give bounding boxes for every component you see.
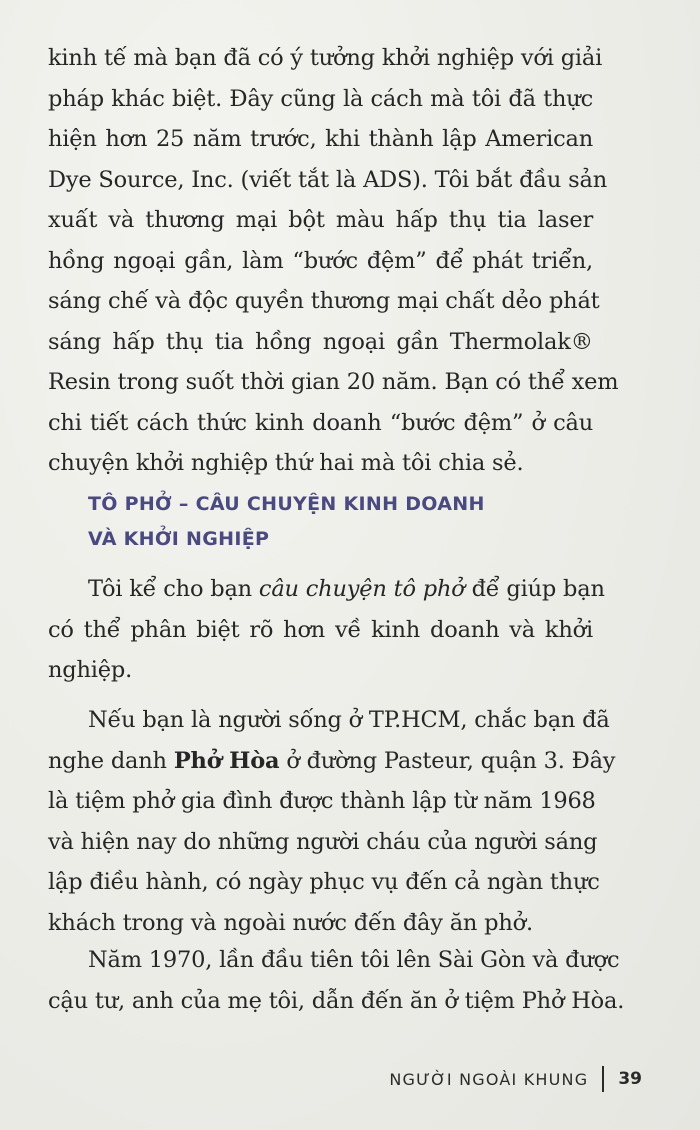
text-run: Tôi kể cho bạn xyxy=(88,576,259,602)
text-line: Nếu bạn là người sống ở TP.HCM, chắc bạn đã xyxy=(88,707,610,733)
text-line: có thể phân biệt rõ hơn về kinh doanh và khởi xyxy=(48,616,593,643)
paragraph-intro-pho-story xyxy=(48,569,605,691)
bold-phrase: Phở Hòa xyxy=(173,747,280,774)
text-run: để giúp bạn xyxy=(464,576,605,602)
italic-phrase: câu chuyện tô phở xyxy=(258,576,465,602)
text-line: sáng hấp thụ tia hồng ngoại gần Thermolak® xyxy=(48,328,593,355)
text-line: hiện hơn 25 năm trước, khi thành lập American xyxy=(48,126,593,152)
text-line: hồng ngoại gần, làm “bước đệm” để phát triển, xyxy=(48,247,593,274)
text-line: Resin trong suốt thời gian 20 năm. Bạn có thể xem xyxy=(48,369,619,395)
text-line: cậu tư, anh của mẹ tôi, dẫn đến ăn ở tiệm Phở Hòa. xyxy=(48,987,625,1014)
text-run: nghe danh xyxy=(48,747,174,774)
heading-line: VÀ KHỞI NGHIỆP xyxy=(88,528,270,550)
text-line: pháp khác biệt. Đây cũng là cách mà tôi đã thực xyxy=(48,85,593,112)
text-line: xuất và thương mại bột màu hấp thụ tia laser xyxy=(48,207,593,233)
text-line xyxy=(48,741,616,782)
heading-line: TÔ PHỞ – CÂU CHUYỆN KINH DOANH xyxy=(88,493,485,515)
text-line: khách trong và ngoài nước đến đây ăn phở. xyxy=(48,909,533,936)
text-line: là tiệm phở gia đình được thành lập từ năm 1968 xyxy=(48,788,596,814)
paragraph-1970 xyxy=(48,940,625,1021)
page-footer xyxy=(389,1066,642,1092)
text-line: Năm 1970, lần đầu tiên tôi lên Sài Gòn và được xyxy=(88,947,620,973)
footer-separator xyxy=(602,1066,604,1092)
paragraph-ads-story xyxy=(48,38,619,484)
running-title: NGƯỜI NGOÀI KHUNG xyxy=(389,1069,589,1089)
text-line: kinh tế mà bạn đã có ý tưởng khởi nghiệp với giải xyxy=(48,45,603,71)
text-line: lập điều hành, có ngày phục vụ đến cả ngàn thực xyxy=(48,869,600,895)
text-line: sáng chế và độc quyền thương mại chất dẻo phát xyxy=(48,288,600,314)
text-line: chi tiết cách thức kinh doanh “bước đệm” ở câu xyxy=(48,409,593,436)
text-line: chuyện khởi nghiệp thứ hai mà tôi chia sẻ. xyxy=(48,450,524,476)
page-number: 39 xyxy=(618,1069,642,1089)
text-line: và hiện nay do những người cháu của người sáng xyxy=(48,828,598,855)
section-heading xyxy=(88,487,608,557)
text-line: nghiệp. xyxy=(48,657,133,683)
text-run: ở đường Pasteur, quận 3. Đây xyxy=(279,747,616,774)
paragraph-pho-hoa xyxy=(48,700,616,943)
text-line xyxy=(48,569,605,610)
text-line: Dye Source, Inc. (viết tắt là ADS). Tôi bắt đầu sản xyxy=(48,166,607,193)
